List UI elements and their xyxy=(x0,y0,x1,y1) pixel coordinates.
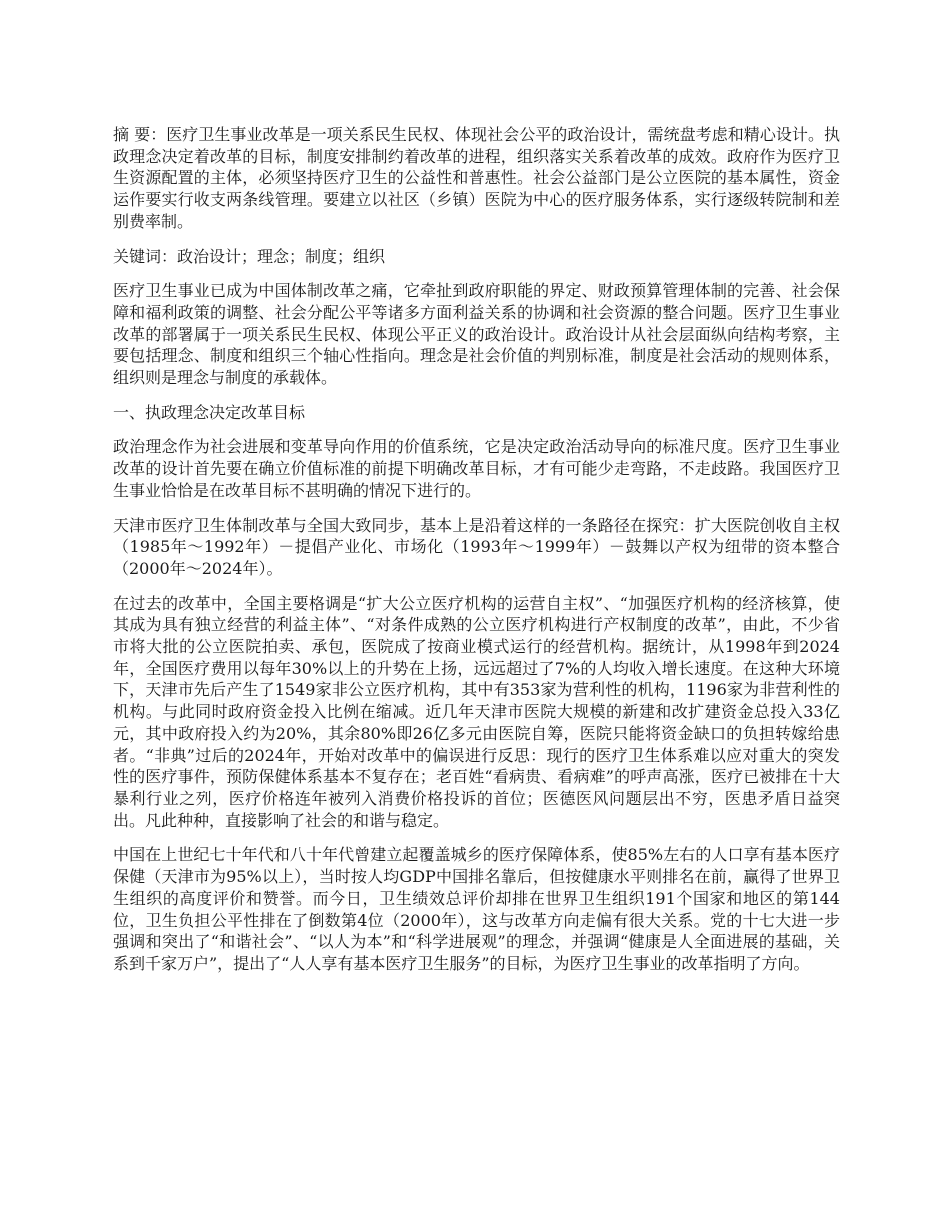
body-paragraph-1: 政治理念作为社会进展和变革导向作用的价值系统，它是决定政治活动导向的标准尺度。医疗卫生事业改革的设计首先要在确立价值标准的前提下明确改革目标，才有可能少走弯路，不走歧路。我国医疗卫生事业恰恰是在改革目标不甚明确的情况下进行的。 xyxy=(113,437,840,500)
abstract-paragraph: 摘 要：医疗卫生事业改革是一项关系民生民权、体现社会公平的政治设计，需统盘考虑和精心设计。执政理念决定着改革的目标，制度安排制约着改革的进程，组织落实关系着改革的成效。政府作为医疗卫生资源配置的主体，必须坚持医疗卫生的公益性和普惠性。社会公益部门是公立医院的基本属性，资金运作要实行收支两条线管理。要建立以社区（乡镇）医院为中心的医疗服务体系，实行逐级转院制和差别费率制。 xyxy=(113,125,840,231)
body-paragraph-3: 在过去的改革中，全国主要格调是“扩大公立医疗机构的运营自主权”、“加强医疗机构的经济核算，使其成为具有独立经营的利益主体”、“对条件成熟的公立医疗机构进行产权制度的改革”，由此，不少省市将大批的公立医院拍卖、承包，医院成了按商业模式运行的经营机构。据统计，从1998年到2024年，全国医疗费用以每年30%以上的升势在上扬，远远超过了7%的人均收入增长速度。在这种大环境下，天津市先后产生了1549家非公立医疗机构，其中有353家为营利性的机构，1196家为非营利性的机构。与此同时政府资金投入比例在缩减。近几年天津市医院大规模的新建和改扩建资金总投入33亿元，其中政府投入约为20%，其余80%即26亿多元由医院自筹，医院只能将资金缺口的负担转嫁给患者。“非典”过后的2024年，开始对改革中的偏误进行反思：现行的医疗卫生体系难以应对重大的突发性的医疗事件，预防保健体系基本不复存在；老百姓“看病贵、看病难”的呼声高涨，医疗已被排在十大暴利行业之列，医疗价格连年被列入消费价格投诉的首位；医德医风问题层出不穷，医患矛盾日益突出。凡此种种，直接影响了社会的和谐与稳定。 xyxy=(113,593,840,830)
body-paragraph-2: 天津市医疗卫生体制改革与全国大致同步，基本上是沿着这样的一条路径在探究：扩大医院创收自主权（1985年～1992年）－提倡产业化、市场化（1993年～1999年）－鼓舞以产权为纽带的资本整合（2000年～2024年）。 xyxy=(113,515,840,578)
keywords-paragraph: 关键词：政治设计；理念；制度；组织 xyxy=(113,246,386,266)
section-heading-1: 一、执政理念决定改革目标 xyxy=(113,402,306,422)
document-page xyxy=(113,124,840,988)
body-paragraph-4: 中国在上世纪七十年代和八十年代曾建立起覆盖城乡的医疗保障体系，使85%左右的人口享有基本医疗保健（天津市为95%以上），当时按人均GDP中国排名靠后，但按健康水平则排名在前，赢得了世界卫生组织的高度评价和赞誉。而今日，卫生绩效总评价却排在世界卫生组织191个国家和地区的第144位，卫生负担公平性排在了倒数第4位（2000年），这与改革方向走偏有很大关系。党的十七大进一步强调和突出了“和谐社会”、“以人为本”和“科学进展观”的理念，并强调“健康是人全面进展的基础，关系到千家万户”，提出了“人人享有基本医疗卫生服务”的目标，为医疗卫生事业的改革指明了方向。 xyxy=(113,845,840,973)
intro-paragraph: 医疗卫生事业已成为中国体制改革之痛，它牵扯到政府职能的界定、财政预算管理体制的完善、社会保障和福利政策的调整、社会分配公平等诸多方面利益关系的协调和社会资源的整合问题。医疗卫生事业改革的部署属于一项关系民生民权、体现公平正义的政治设计。政治设计从社会层面纵向结构考察，主要包括理念、制度和组织三个轴心性指向。理念是社会价值的判别标准，制度是社会活动的规则体系，组织则是理念与制度的承载体。 xyxy=(113,281,840,388)
